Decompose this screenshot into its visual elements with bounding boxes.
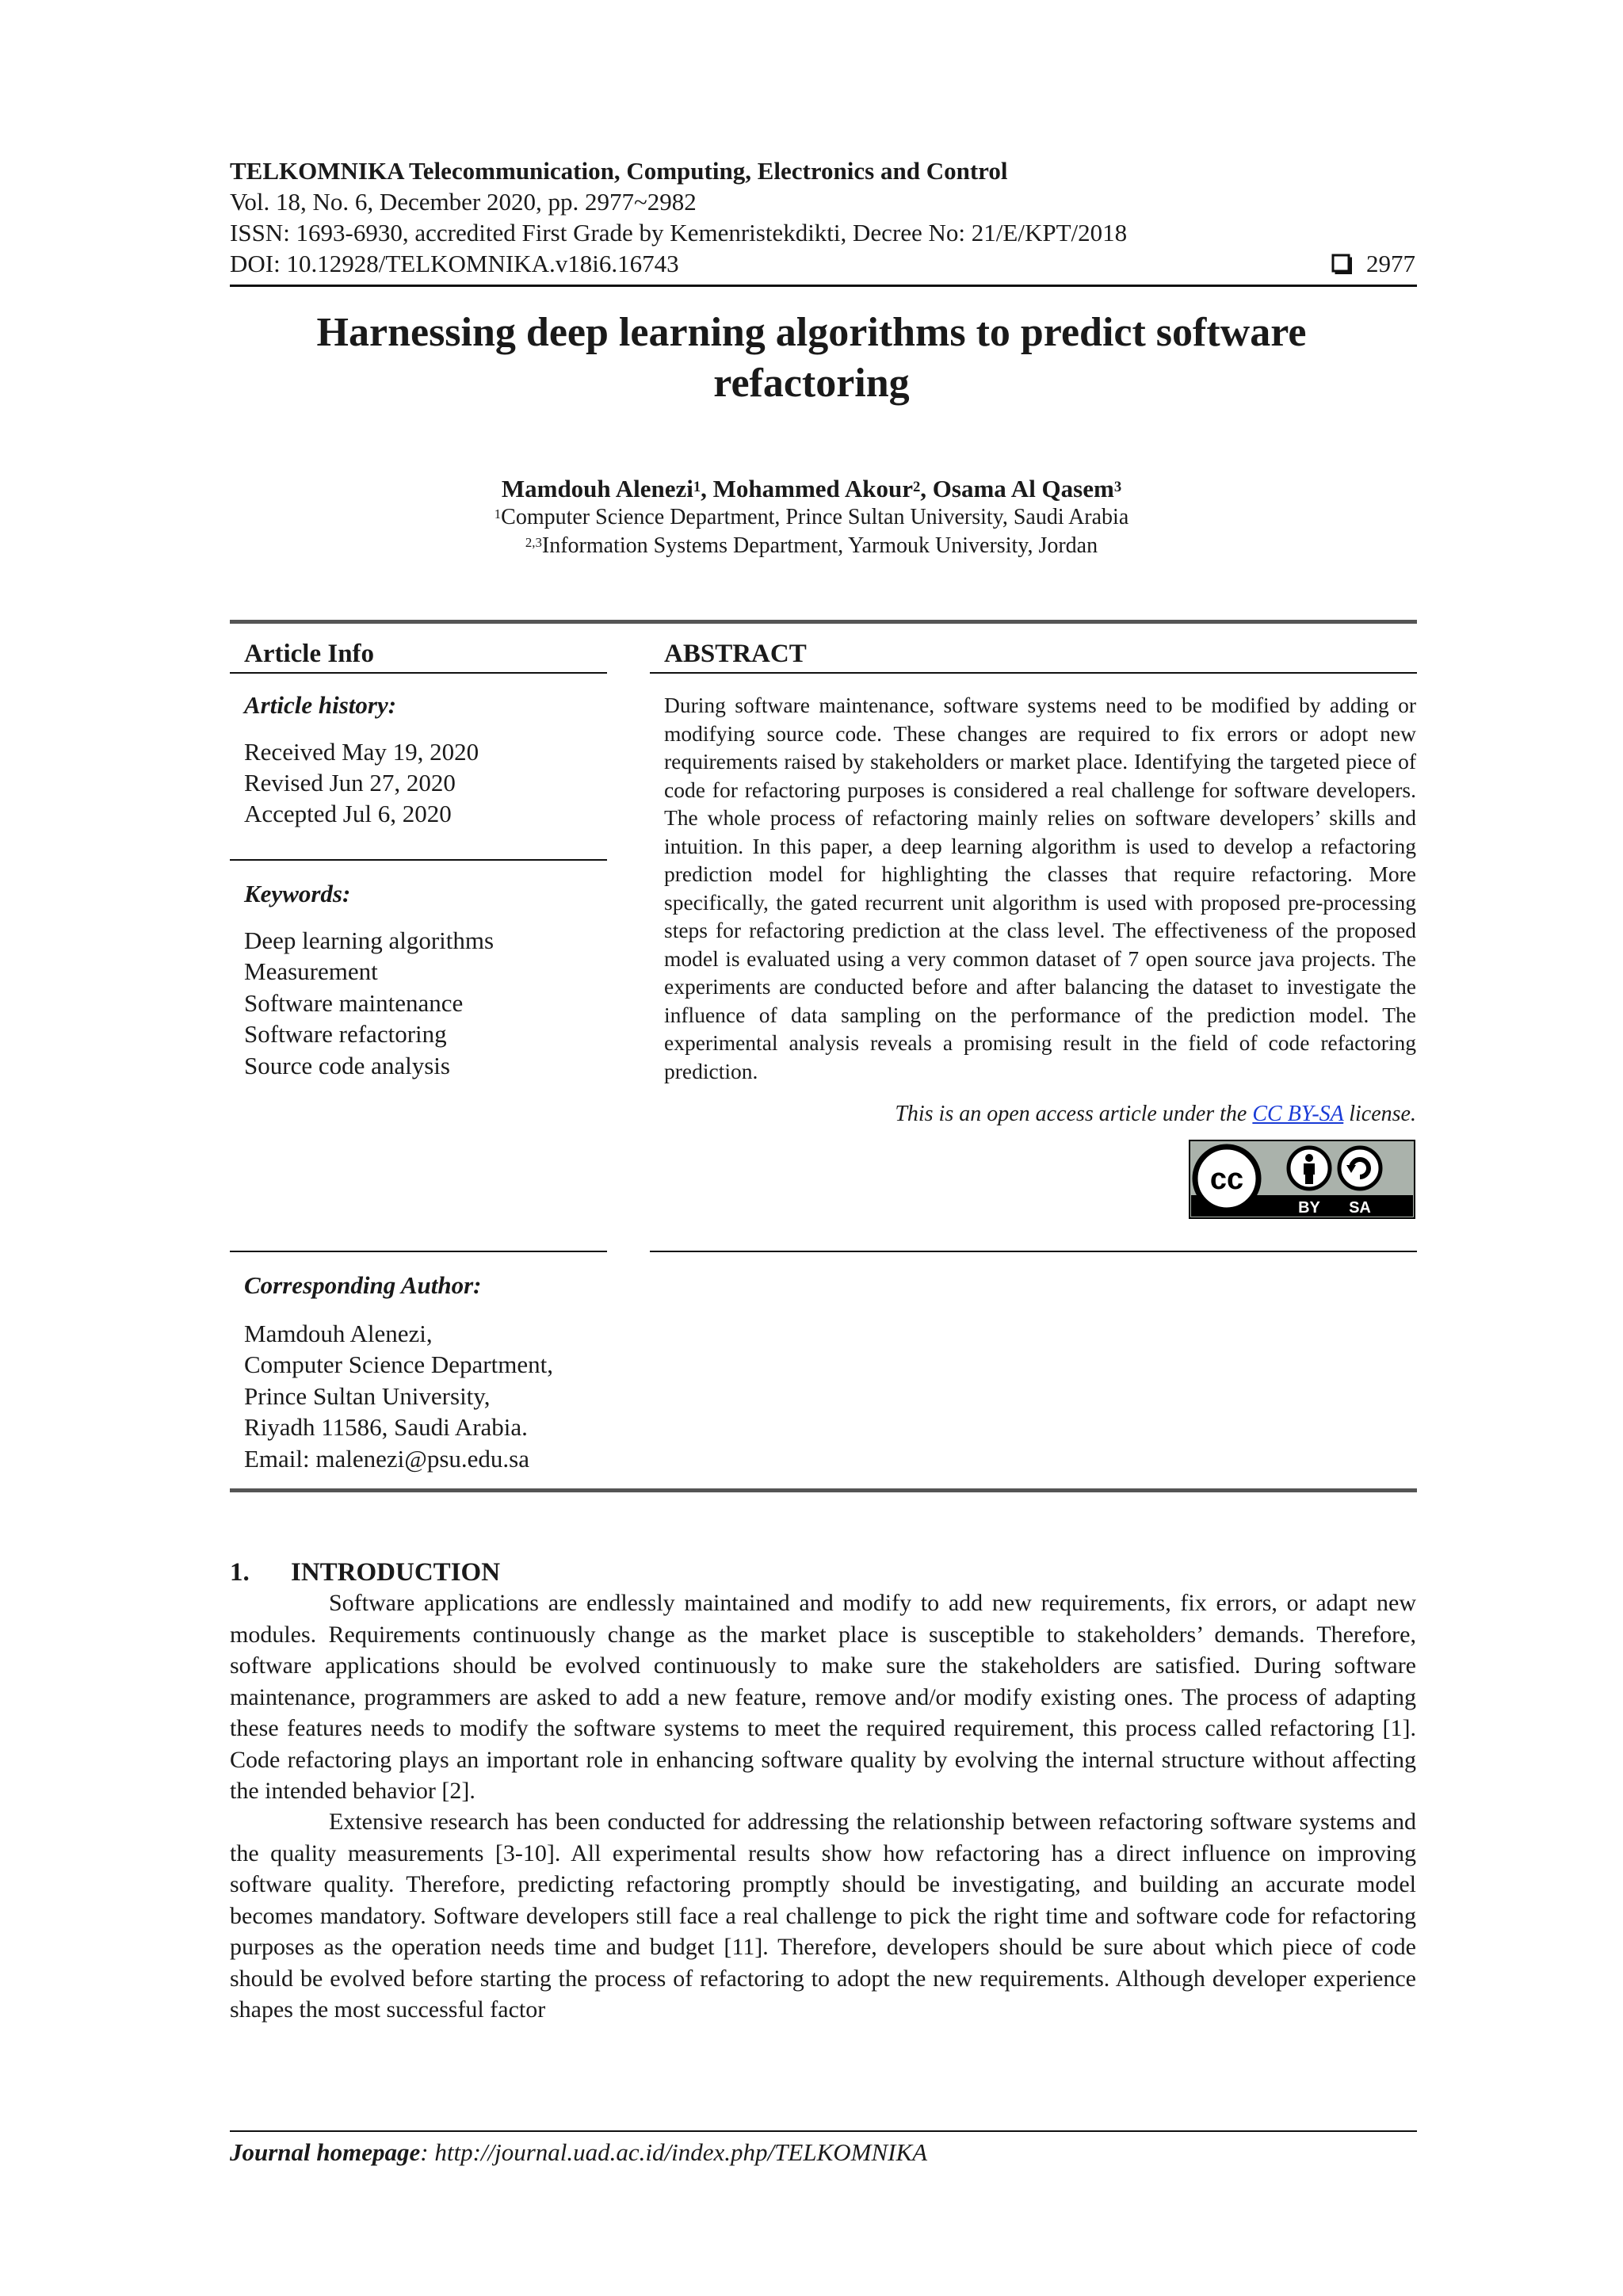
homepage-url[interactable]: : http://journal.uad.ac.id/index.php/TELKOMNIKA <box>420 2138 928 2166</box>
abstract-bottom-rule <box>650 1251 1417 1252</box>
checkbox-square-icon <box>1331 254 1352 274</box>
corresponding-line: Prince Sultan University, <box>244 1382 491 1410</box>
footer-rule <box>230 2130 1417 2132</box>
keyword-item: Deep learning algorithms <box>244 926 495 954</box>
intro-paragraph: Software applications are endlessly maintained and modify to add new requirements, fix errors, or adapt new modules. Requirements continuously change as the market place is susceptible to stakeholders’ demands. Therefore, software applications should be evolved continuously to make sure the stakeholders are satisfied. During software maintenance, programmers are asked to add a new feature, remove and/or modify existing ones. The process of adapting these features needs to modify the software systems to meet the required requirement, this process called refactoring [1]. Code refactoring plays an important role in enhancing software quality by evolving the internal structure without affecting the intended behavior [2]. <box>230 1590 1416 1804</box>
doi-info: DOI: 10.12928/TELKOMNIKA.v18i6.16743 <box>230 250 679 277</box>
corresponding-line: Mamdouh Alenezi, <box>244 1320 433 1347</box>
by-label: BY <box>1298 1199 1320 1217</box>
corresponding-heading: Corresponding Author: <box>244 1271 482 1299</box>
affiliation-text: Computer Science Department, Prince Sultan University, Saudi Arabia <box>501 505 1129 529</box>
keyword-item: Source code analysis <box>244 1052 450 1079</box>
intro-paragraph: Extensive research has been conducted for addressing the relationship between refactoring software systems and the quality measurements [3-10]. All experimental results show how refactoring has a direct influence on improving software quality. Therefore, predicting refactoring promptly should be investigating, and building an accurate model becomes mandatory. Software developers still face a real challenge to pick the right time and software code for refactoring purposes as the operation needs time and budget [11]. Therefore, developers should be sure about which piece of code should be evolved before starting the process of refactoring to adopt the new requirements. Although developer experience shapes the most successful factor <box>230 1809 1416 2023</box>
corresponding-line: Riyadh 11586, Saudi Arabia. <box>244 1413 528 1441</box>
page-number: 2977 <box>1366 250 1415 277</box>
keyword-item: Software maintenance <box>244 989 464 1017</box>
history-revised: Revised Jun 27, 2020 <box>244 769 456 797</box>
sa-share-icon <box>1339 1148 1381 1189</box>
author-sup: 3 <box>1113 478 1122 495</box>
affiliation <box>230 532 1393 560</box>
section-number: 1. <box>230 1558 250 1587</box>
license-link[interactable]: CC BY-SA <box>1252 1102 1344 1126</box>
keyword-item: Measurement <box>244 957 378 985</box>
affiliation-sup: 1 <box>494 506 502 522</box>
article-info-rule <box>230 672 607 674</box>
affiliation-sup: 2,3 <box>525 535 542 551</box>
history-received: Received May 19, 2020 <box>244 738 479 766</box>
volume-info: Vol. 18, No. 6, December 2020, pp. 2977~2982 <box>230 188 697 216</box>
issn-info: ISSN: 1693-6930, accredited First Grade by Kemenristekdikti, Decree No: 21/E/KPT/2018 <box>230 219 1128 246</box>
cc-letters: cc <box>1209 1163 1244 1196</box>
corresponding-email: Email: malenezi@psu.edu.sa <box>244 1445 529 1473</box>
article-info-heading: Article Info <box>244 640 375 668</box>
infobox-top-rule <box>230 620 1417 624</box>
cc-by-sa-badge[interactable] <box>1189 1140 1415 1219</box>
history-accepted: Accepted Jul 6, 2020 <box>244 800 452 827</box>
abstract-text: During software maintenance, software systems need to be modified by adding or modifying source code. These changes are required to fix errors or adopt new requirements raised by stakeholders or market place. Identifying the targeted piece of code for refactoring purposes is considered a real challenge for software developers. The whole process of refactoring mainly relies on software developers’ skills and intuition. In this paper, a deep learning algorithm is used to develop a refactoring prediction model for highlighting the classes that require refactoring. More specifically, the gated recurrent unit algorithm is used with proposed pre-processing steps for refactoring prediction at the class level. The effectiveness of the proposed model is evaluated using a very common dataset of 7 open source java projects. The experiments are conducted before and after balancing the dataset to investigate the influence of data sampling on the performance of the prediction model. The experimental analysis reveals a promising result in the field of code refactoring prediction. <box>664 693 1416 1083</box>
author-list: Mamdouh Alenezi$^1$, Mohammed Akour$^2$, Osama Al Qasem$^3$ <box>501 475 1122 502</box>
paper-title: Harnessing deep learning algorithms to predict software refactoring <box>316 310 1307 406</box>
license-statement <box>664 1100 1416 1129</box>
author-name: Mohammed Akour <box>712 475 913 502</box>
corresponding-line: Computer Science Department, <box>244 1350 553 1378</box>
affiliation <box>230 503 1393 532</box>
abstract-heading: ABSTRACT <box>664 640 807 668</box>
author-sup: 1 <box>693 478 701 495</box>
license-suffix: license. <box>1343 1102 1416 1126</box>
sa-label: SA <box>1349 1199 1371 1217</box>
license-prefix: This is an open access article under the <box>895 1102 1253 1126</box>
keyword-item: Software refactoring <box>244 1020 447 1048</box>
article-history-heading: Article history: <box>244 691 397 719</box>
homepage-label: Journal homepage <box>230 2138 421 2166</box>
author-name: Mamdouh Alenezi <box>501 475 693 502</box>
journal-homepage <box>230 2137 927 2168</box>
journal-name: TELKOMNIKA Telecommunication, Computing, Electronics and Control <box>230 157 1008 185</box>
abstract-rule <box>650 672 1417 674</box>
author-name: Osama Al Qasem <box>932 475 1114 502</box>
keywords-rule <box>230 859 607 861</box>
corresponding-rule <box>230 1251 607 1252</box>
header-rule <box>230 285 1417 287</box>
keywords-heading: Keywords: <box>244 880 351 907</box>
infobox-bottom-rule <box>230 1488 1417 1492</box>
section-heading: INTRODUCTION <box>291 1558 501 1587</box>
author-sup: 2 <box>912 478 921 495</box>
affiliation-text: Information Systems Department, Yarmouk University, Jordan <box>541 533 1098 558</box>
